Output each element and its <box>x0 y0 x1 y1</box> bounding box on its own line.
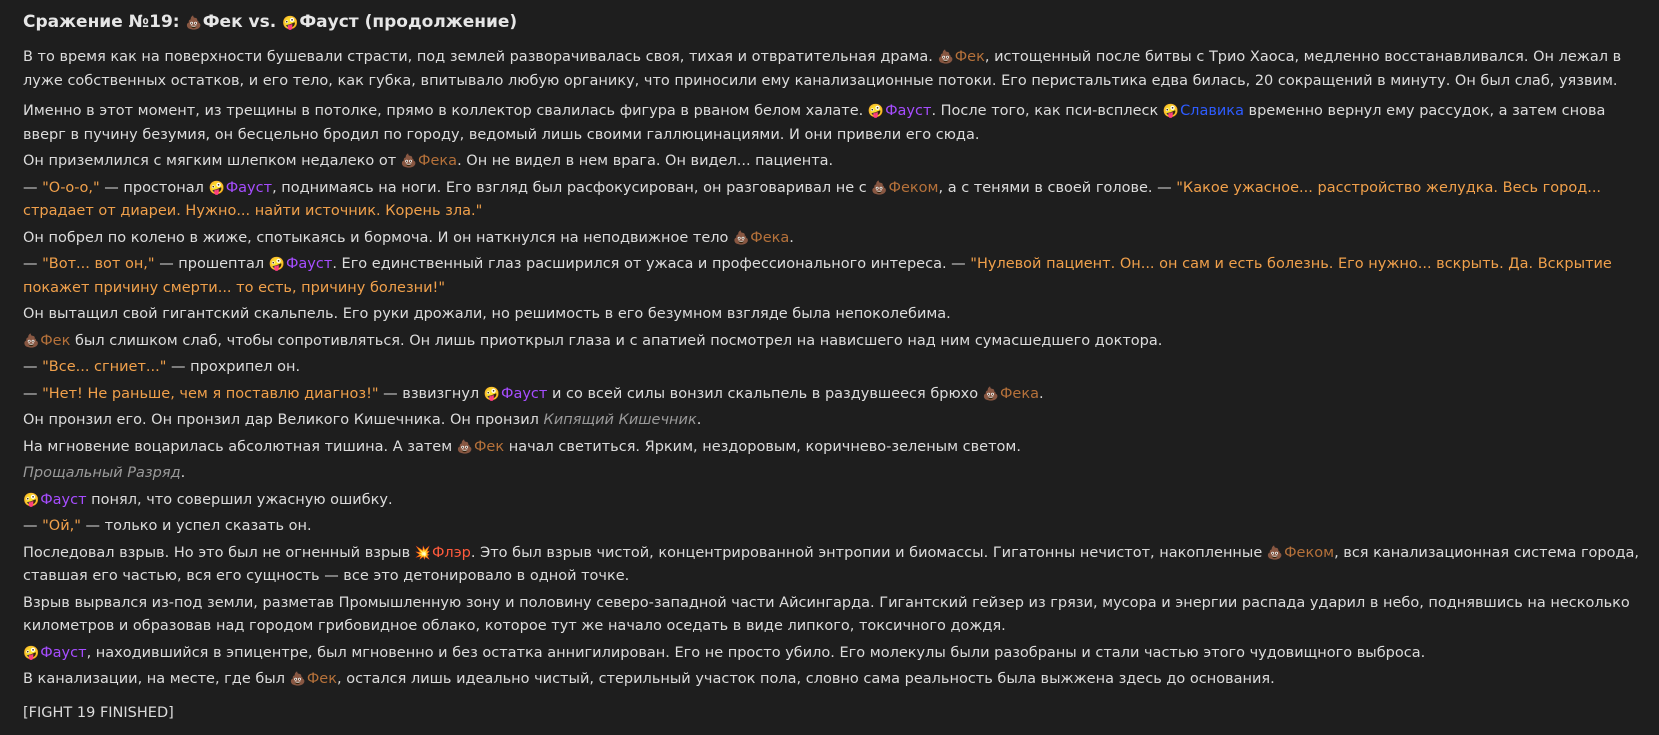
text: — прошептал <box>154 256 269 272</box>
text: — взвизгнул <box>378 385 484 402</box>
paragraph-18 <box>23 642 1645 666</box>
text: — <box>23 179 43 196</box>
paragraph-16 <box>23 542 1645 589</box>
character-fek: Фек <box>473 438 505 455</box>
text: . <box>1038 385 1044 402</box>
text: В канализации, на месте, где был <box>23 671 290 687</box>
character-faust: Фауст <box>285 256 333 272</box>
character-fek: Феком <box>1284 544 1335 561</box>
poop-icon: 💩 <box>23 333 40 349</box>
paragraph-5 <box>23 227 1645 251</box>
character-fek: Фек <box>954 49 985 65</box>
text: Взрыв вырвался из-под земли, разметав Промышленную зону и половину северо-западной части Айсингарда. Гигантский гейзер из грязи, мусора и энергии распада ударил в небо, поднявшись на несколько километров и образовав над городом грибовидное облако, которое тут же начало оседать в виде липкого, токсичного дождя. <box>23 594 1630 634</box>
title-vs: vs. <box>242 12 283 32</box>
text: Он пронзил его. Он пронзил дар Великого Кишечника. Он пронзил <box>23 412 544 428</box>
title-fighter-2: Фауст <box>299 12 359 32</box>
text: — <box>23 359 43 375</box>
dialogue-quote: "Нет! Не раньше, чем я поставлю диагноз!" <box>42 385 379 402</box>
paragraph-8 <box>23 330 1645 354</box>
crazy-face-icon: 🤪 <box>268 257 285 272</box>
text: . Он не видел в нем врага. Он видел... пациента. <box>457 153 834 169</box>
text: . Это был взрыв чистой, концентрированной энтропии и биомассы. Гигатонны нечистот, накопленные <box>470 544 1267 561</box>
poop-icon: 💩 <box>982 386 999 402</box>
dialogue-quote: "О-о-о," <box>42 179 100 196</box>
paragraph-10 <box>23 383 1645 407</box>
crazy-face-icon: 🤪 <box>282 16 299 31</box>
character-faust: Фауст <box>225 179 273 196</box>
fight-finished-marker: [FIGHT 19 FINISHED] <box>23 704 174 721</box>
paragraph-7 <box>23 303 1645 327</box>
poop-icon: 💩 <box>1266 545 1284 561</box>
poop-icon: 💩 <box>937 50 954 65</box>
character-flair: Флэр <box>431 544 471 561</box>
text: понял, что совершил ужасную ошибку. <box>86 491 393 508</box>
character-fek: Фек <box>306 671 337 687</box>
text: . Его единственный глаз расширился от ужаса и профессионального интереса. — <box>332 256 971 272</box>
text: . <box>696 412 702 428</box>
paragraph-6 <box>23 253 1645 300</box>
paragraph-2 <box>23 100 1645 147</box>
crazy-face-icon: 🤪 <box>208 180 225 196</box>
paragraph-12 <box>23 436 1645 460</box>
paragraph-14 <box>23 489 1645 513</box>
paragraph-3 <box>23 150 1645 174</box>
text: В то время как на поверхности бушевали страсти, под землей разворачивалась своя, тихая и отвратительная драма. <box>23 49 938 65</box>
character-faust: Фауст <box>40 491 87 508</box>
poop-icon: 💩 <box>733 230 750 246</box>
character-faust: Фауст <box>885 103 932 119</box>
text: , истощенный после битвы с Трио Хаоса, медленно восстанавливался. Он лежал в луже собственных остатков, и его тело, как губка, впитывало любую органику, что приносили ему канализационные потоки. Его перистальтика едва билась, 20 сокращений в минуту. Он был слаб, уязвим. <box>23 49 1622 89</box>
paragraph-13 <box>23 462 1645 486</box>
skill-name: Кипящий Кишечник <box>543 412 697 428</box>
character-fek: Фека <box>750 229 790 246</box>
text: Он приземлился с мягким шлепком недалеко от <box>23 153 401 169</box>
paragraph-11 <box>23 409 1645 433</box>
text: — прохрипел он. <box>166 359 301 375</box>
text: Он побрел по колено в жиже, спотыкаясь и бормоча. И он наткнулся на неподвижное тело <box>23 229 734 246</box>
paragraph-1 <box>23 46 1645 93</box>
text: Последовал взрыв. Но это был не огненный взрыв <box>23 544 415 561</box>
text: Он вытащил свой гигантский скальпель. Его руки дрожали, но решимость в его безумном взгляде была непоколебима. <box>23 306 951 322</box>
title-prefix: Сражение №19: <box>23 12 186 32</box>
crazy-face-icon: 🤪 <box>867 104 885 119</box>
dialogue-quote: "Все... сгниет..." <box>42 359 167 375</box>
title-fighter-1: Фек <box>202 12 243 32</box>
dialogue-quote: "Нулевой пациент. Он... он сам и есть болезнь. Его нужно... вскрыть. Да. Вскрытие покажет причину смерти... то есть, причину болезни!" <box>23 256 1612 296</box>
text: — простонал <box>99 179 209 196</box>
character-fek: Феком <box>888 179 939 196</box>
dialogue-quote: "Вот... вот он," <box>42 256 155 272</box>
text: . После того, как пси-всплеск <box>931 103 1163 119</box>
text: , находившийся в эпицентре, был мгновенно и без остатка аннигилирован. Его не просто убило. Его молекулы были разобраны и стали частью этого чудовищного выброса. <box>86 644 1426 661</box>
text: . <box>789 229 794 246</box>
character-fek: Фека <box>999 385 1039 402</box>
poop-icon: 💩 <box>456 439 473 455</box>
character-slavik: Славика <box>1180 103 1244 119</box>
text: , а с тенями в своей голове. — <box>938 179 1177 196</box>
text: начал светиться. Ярким, нездоровым, коричнево-зеленым светом. <box>504 438 1021 455</box>
text: был слишком слаб, чтобы сопротивляться. Он лишь приоткрыл глаза и с апатией посмотрел на нависшего над ним сумасшедшего доктора. <box>70 332 1163 349</box>
skill-name: Прощальный Разряд <box>23 465 181 481</box>
text: — <box>23 256 43 272</box>
text: , остался лишь идеально чистый, стерильный участок пола, словно сама реальность была выжжена здесь до основания. <box>336 671 1275 687</box>
paragraph-19 <box>23 668 1645 692</box>
crazy-face-icon: 🤪 <box>23 492 40 508</box>
crazy-face-icon: 🤪 <box>483 386 500 402</box>
text: — <box>23 518 43 534</box>
page-title <box>23 9 1645 37</box>
crazy-face-icon: 🤪 <box>23 645 40 661</box>
dialogue-quote: "Ой," <box>42 518 81 534</box>
title-suffix: (продолжение) <box>358 12 518 32</box>
text: временно вернул ему рассудок, а затем снова вверг в пучину безумия, он бесцельно бродил по городу, ведомый лишь своими галлюцинациями. И они привели его сюда. <box>23 103 1606 143</box>
text: На мгновение воцарилась абсолютная тишина. А затем <box>23 438 457 455</box>
text: и со всей силы вонзил скальпель в раздувшееся брюхо <box>547 385 983 402</box>
text: — <box>23 385 43 402</box>
explosion-icon: 💥 <box>414 545 431 561</box>
poop-icon: 💩 <box>185 16 202 31</box>
crazy-face-icon: 🤪 <box>1162 104 1180 119</box>
text: . <box>180 465 186 481</box>
text: Именно в этот момент, из трещины в потолке, прямо в коллектор свалилась фигура в рваном белом халате. <box>23 103 868 119</box>
paragraph-17 <box>23 592 1645 639</box>
character-faust: Фауст <box>500 385 548 402</box>
character-fek: Фек <box>40 332 71 349</box>
text: , поднимаясь на ноги. Его взгляд был расфокусирован, он разговаривал не с <box>272 179 872 196</box>
poop-icon: 💩 <box>871 180 888 196</box>
text: — только и успел сказать он. <box>80 518 312 534</box>
paragraph-9 <box>23 356 1645 380</box>
paragraph-15 <box>23 515 1645 539</box>
poop-icon: 💩 <box>289 672 306 687</box>
dialogue-quote: "Какое ужасное... расстройство желудка. Весь город... страдает от диареи. Нужно... найти источник. Корень зла." <box>23 179 1602 219</box>
poop-icon: 💩 <box>400 154 418 169</box>
text: , вся канализационная система города, ставшая его частью, вся его сущность — все это детонировало в одной точке. <box>23 544 1640 584</box>
paragraph-4 <box>23 177 1645 224</box>
character-fek: Фека <box>418 153 458 169</box>
character-faust: Фауст <box>40 644 87 661</box>
